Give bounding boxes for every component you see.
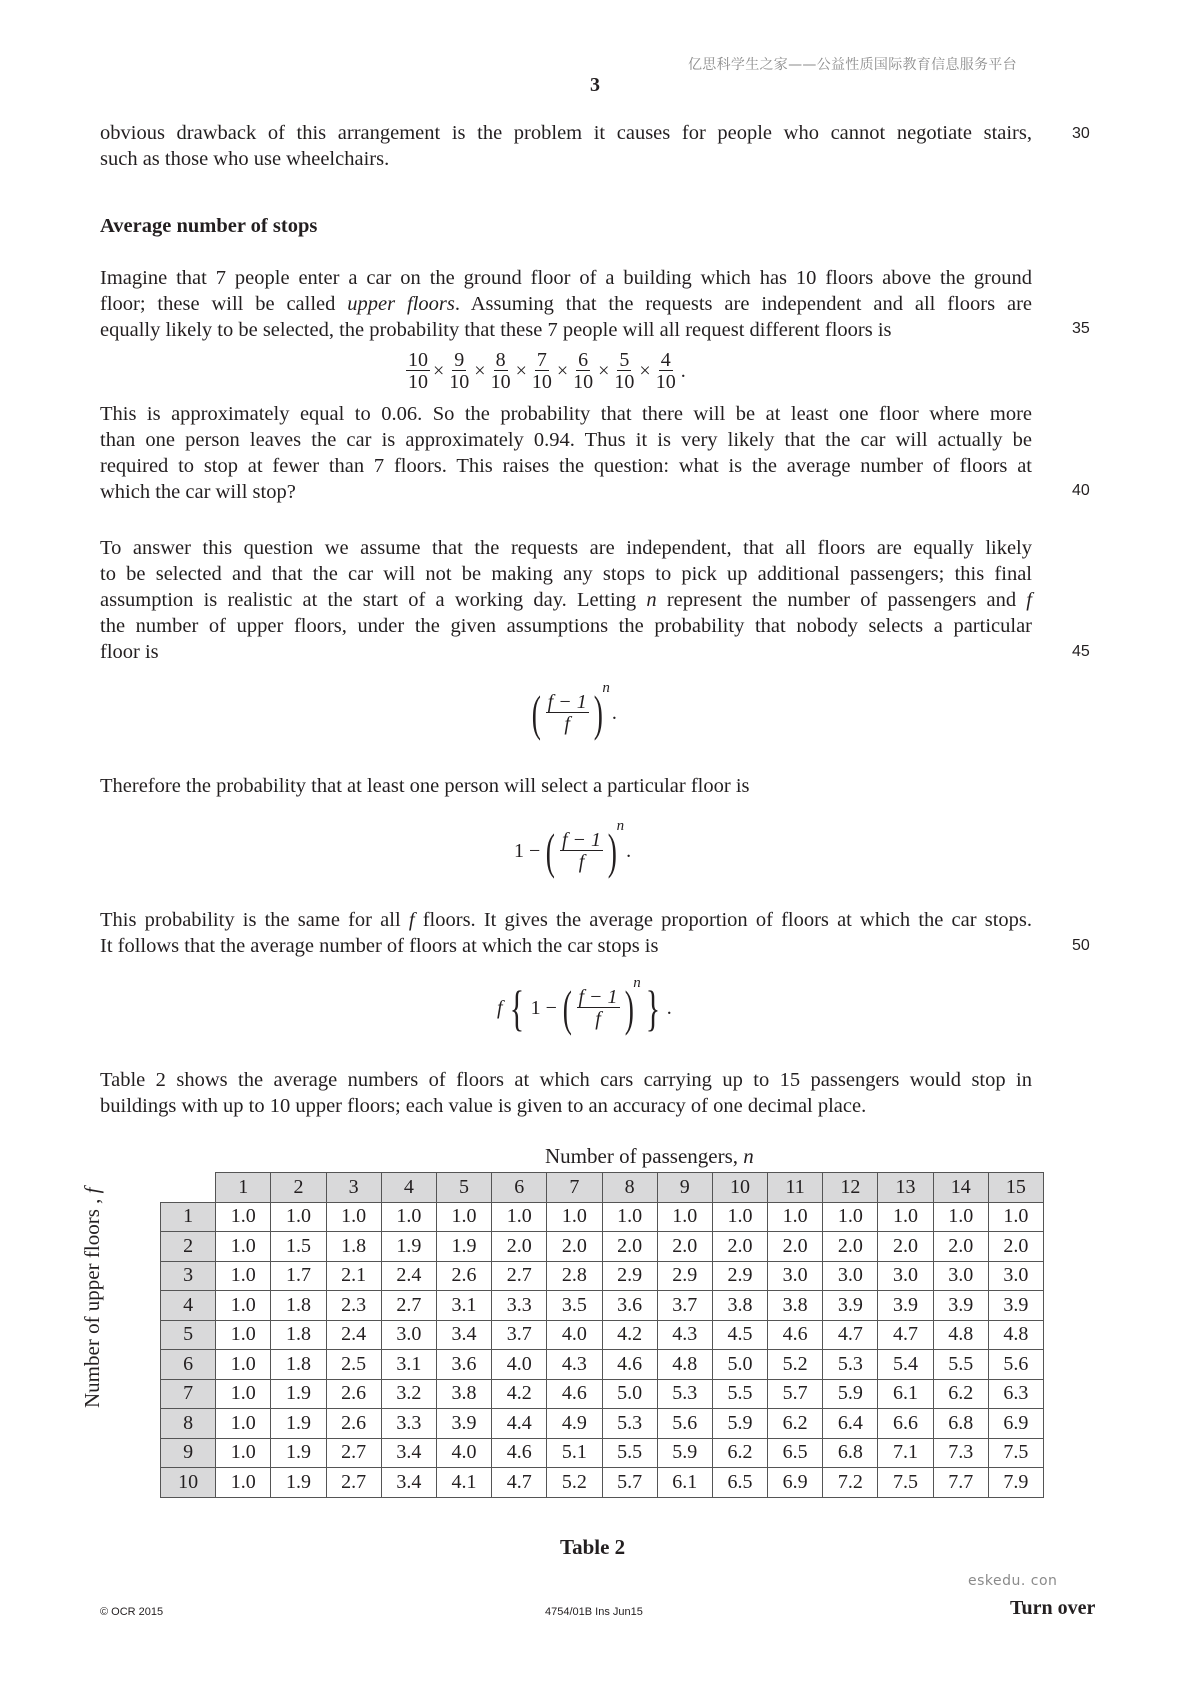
table-cell: 5.3 [602, 1409, 657, 1439]
table-cell: 4.8 [657, 1350, 712, 1380]
table-cell: 5.7 [768, 1379, 823, 1409]
table-cell: 6.2 [933, 1379, 988, 1409]
table-row [161, 1409, 1044, 1439]
table-cell: 1.0 [216, 1261, 271, 1291]
formula-average-stops: f { 1 − ( $\frac{f - 1}{f}$ )$^n$} . [497, 975, 672, 1037]
table-cell: 1.8 [271, 1291, 326, 1321]
table-cell: 1.9 [436, 1232, 491, 1262]
table-cell: 4.6 [547, 1379, 602, 1409]
table-cell: 3.0 [823, 1261, 878, 1291]
table-cell: 3.9 [823, 1291, 878, 1321]
copyright-text: © OCR 2015 [100, 1606, 164, 1618]
column-header: 7 [547, 1173, 602, 1203]
text-line: such as those who use wheelchairs. [100, 148, 390, 170]
table-cell: 6.5 [712, 1468, 767, 1498]
table-row [161, 1261, 1044, 1291]
table-row [161, 1438, 1044, 1468]
table-cell: 4.8 [933, 1320, 988, 1350]
table-cell: 4.6 [602, 1350, 657, 1380]
table-cell: 1.0 [768, 1202, 823, 1232]
table-cell: 2.0 [492, 1232, 547, 1262]
table-cell: 5.3 [823, 1350, 878, 1380]
table-cell: 5.1 [547, 1438, 602, 1468]
paragraph-drawback [100, 120, 1032, 172]
table-cell: 1.0 [271, 1202, 326, 1232]
table-cell: 6.5 [768, 1438, 823, 1468]
table-cell: 1.0 [216, 1438, 271, 1468]
table-cell: 1.9 [381, 1232, 436, 1262]
table-cell: 1.0 [712, 1202, 767, 1232]
column-header: 2 [271, 1173, 326, 1203]
paragraph-therefore [100, 773, 1032, 799]
column-header: 5 [436, 1173, 491, 1203]
text-line: equally likely to be selected, the probability that these 7 people will all request different floors is [100, 319, 892, 341]
table-cell: 5.5 [933, 1350, 988, 1380]
table-cell: 3.1 [436, 1291, 491, 1321]
table-caption: Table 2 [560, 1535, 626, 1559]
table-cell: 2.0 [712, 1232, 767, 1262]
line-number: 35 [1072, 320, 1090, 337]
formula-nobody-selects: ( $\frac{f - 1}{f}$ )$^n$. [531, 680, 617, 742]
table-cell: 1.9 [271, 1468, 326, 1498]
table-cell: 1.0 [492, 1202, 547, 1232]
table-cell: 1.9 [271, 1379, 326, 1409]
table-cell: 3.8 [768, 1291, 823, 1321]
table-cell: 6.8 [823, 1438, 878, 1468]
table-cell: 4.1 [436, 1468, 491, 1498]
row-header: 4 [161, 1291, 216, 1321]
text-line: buildings with up to 10 upper floors; each value is given to an accuracy of one decimal place. [100, 1095, 867, 1117]
column-header: 8 [602, 1173, 657, 1203]
table-cell: 3.0 [768, 1261, 823, 1291]
table-cell: 2.0 [547, 1232, 602, 1262]
table-cell: 1.0 [216, 1202, 271, 1232]
table-cell: 1.0 [326, 1202, 381, 1232]
column-header: 3 [326, 1173, 381, 1203]
table-cell: 2.6 [436, 1261, 491, 1291]
table-cell: 2.3 [326, 1291, 381, 1321]
table-cell: 1.0 [878, 1202, 933, 1232]
table-cell: 1.0 [381, 1202, 436, 1232]
table-cell: 6.8 [933, 1409, 988, 1439]
table-cell: 2.7 [326, 1438, 381, 1468]
table-cell: 2.9 [657, 1261, 712, 1291]
table-header-row [161, 1173, 1044, 1203]
italic-term: upper floors [347, 293, 455, 315]
table-cell: 2.4 [381, 1261, 436, 1291]
table-cell: 2.7 [381, 1291, 436, 1321]
text-line: which the car will stop? [100, 481, 296, 503]
table-cell: 2.4 [326, 1320, 381, 1350]
text-line: than one person leaves the car is approximately 0.94. Thus it is very likely that the car will actually be [100, 429, 1032, 451]
table-cell: 1.0 [823, 1202, 878, 1232]
table-cell: 3.7 [657, 1291, 712, 1321]
text-line: Imagine that 7 people enter a car on the ground floor of a building which has 10 floors above the ground [100, 267, 1032, 289]
document-code: 4754/01B Ins Jun15 [545, 1606, 643, 1618]
table-cell: 3.2 [381, 1379, 436, 1409]
column-header: 1 [216, 1173, 271, 1203]
paragraph-assumptions [100, 535, 1032, 665]
table-cell: 3.0 [933, 1261, 988, 1291]
table-cell: 2.0 [602, 1232, 657, 1262]
section-heading: Average number of stops [100, 215, 318, 237]
table-cell: 4.9 [547, 1409, 602, 1439]
row-header: 8 [161, 1409, 216, 1439]
table-row [161, 1320, 1044, 1350]
table-cell: 3.8 [436, 1379, 491, 1409]
table-cell: 3.0 [381, 1320, 436, 1350]
table-cell: 7.5 [878, 1468, 933, 1498]
site-watermark: eskedu. con [968, 1573, 1058, 1589]
table-cell: 1.0 [988, 1202, 1043, 1232]
fraction: $\frac{5}{10}$ [614, 349, 635, 393]
product-formula: $\frac{10}{10}$ × $\frac{9}{10}$ × $\frac{8}{10}$ × $\frac{7}{10}$ × $\frac{6}{10}$ × $\frac{5}{10}$ × $\frac{4}{10}$ . [408, 349, 686, 393]
table-cell: 2.9 [602, 1261, 657, 1291]
fraction: $\frac{7}{10}$ [531, 349, 552, 393]
table-cell: 1.0 [216, 1468, 271, 1498]
table-cell: 3.3 [492, 1291, 547, 1321]
table-cell: 4.7 [823, 1320, 878, 1350]
line-number: 30 [1072, 125, 1090, 142]
table-cell: 3.8 [712, 1291, 767, 1321]
table-cell: 3.7 [492, 1320, 547, 1350]
table-row [161, 1379, 1044, 1409]
table-cell: 1.0 [216, 1320, 271, 1350]
fraction: $\frac{8}{10}$ [490, 349, 511, 393]
row-header: 7 [161, 1379, 216, 1409]
table-cell: 3.0 [988, 1261, 1043, 1291]
table-cell: 2.0 [933, 1232, 988, 1262]
table-cell: 1.8 [326, 1232, 381, 1262]
table-cell: 5.2 [547, 1468, 602, 1498]
table-cell: 5.5 [712, 1379, 767, 1409]
column-header: 13 [878, 1173, 933, 1203]
average-stops-table [160, 1172, 1044, 1498]
table-cell: 1.5 [271, 1232, 326, 1262]
table-cell: 3.0 [878, 1261, 933, 1291]
column-header: 14 [933, 1173, 988, 1203]
table-cell: 6.6 [878, 1409, 933, 1439]
column-header: 6 [492, 1173, 547, 1203]
table-cell: 3.4 [381, 1468, 436, 1498]
table-cell: 5.9 [657, 1438, 712, 1468]
column-axis-label: Number of passengers, n [545, 1144, 754, 1168]
table-cell: 5.3 [657, 1379, 712, 1409]
table-cell: 4.6 [768, 1320, 823, 1350]
text-line: This is approximately equal to 0.06. So the probability that there will be at least one floor where more [100, 403, 1032, 425]
table-cell: 6.2 [768, 1409, 823, 1439]
table-cell: 1.0 [216, 1379, 271, 1409]
table-cell: 3.4 [436, 1320, 491, 1350]
table-cell: 5.2 [768, 1350, 823, 1380]
table-cell: 4.2 [602, 1320, 657, 1350]
table-corner [161, 1173, 216, 1203]
table-cell: 1.9 [271, 1438, 326, 1468]
table-cell: 1.0 [547, 1202, 602, 1232]
text-line: the number of upper floors, under the given assumptions the probability that nobody selects a particular [100, 615, 1032, 637]
row-axis-label: Number of upper floors , f [80, 1187, 104, 1408]
row-header: 2 [161, 1232, 216, 1262]
table-cell: 7.7 [933, 1468, 988, 1498]
column-header: 4 [381, 1173, 436, 1203]
table-cell: 5.5 [602, 1438, 657, 1468]
table-cell: 1.0 [657, 1202, 712, 1232]
table-cell: 3.9 [878, 1291, 933, 1321]
turn-over-text: Turn over [1010, 1597, 1096, 1619]
table-cell: 2.0 [768, 1232, 823, 1262]
row-header: 3 [161, 1261, 216, 1291]
table-cell: 2.0 [657, 1232, 712, 1262]
table-cell: 4.7 [878, 1320, 933, 1350]
row-header: 6 [161, 1350, 216, 1380]
table-cell: 2.5 [326, 1350, 381, 1380]
table-cell: 2.0 [823, 1232, 878, 1262]
table-cell: 2.0 [878, 1232, 933, 1262]
table-cell: 4.3 [657, 1320, 712, 1350]
table-cell: 4.7 [492, 1468, 547, 1498]
table-cell: 4.5 [712, 1320, 767, 1350]
line-number: 45 [1072, 643, 1090, 660]
row-header: 1 [161, 1202, 216, 1232]
table-cell: 3.3 [381, 1409, 436, 1439]
table-cell: 1.0 [216, 1232, 271, 1262]
line-number: 50 [1072, 937, 1090, 954]
table-cell: 5.7 [602, 1468, 657, 1498]
table-cell: 4.4 [492, 1409, 547, 1439]
table-cell: 1.8 [271, 1350, 326, 1380]
table-cell: 4.0 [436, 1438, 491, 1468]
watermark-text: 亿思科学生之家——公益性质国际教育信息服务平台 [688, 57, 1017, 73]
table-cell: 1.0 [602, 1202, 657, 1232]
text-line: Table 2 shows the average numbers of floors at which cars carrying up to 15 passengers would stop in [100, 1069, 1032, 1091]
table-cell: 2.0 [988, 1232, 1043, 1262]
table-cell: 7.2 [823, 1468, 878, 1498]
table-cell: 1.0 [436, 1202, 491, 1232]
table-cell: 3.9 [436, 1409, 491, 1439]
table-row [161, 1468, 1044, 1498]
paragraph-table-intro [100, 1067, 1032, 1119]
paragraph-same-for-all [100, 907, 1032, 959]
table-row [161, 1291, 1044, 1321]
paragraph-imagine [100, 265, 1032, 343]
fraction: $\frac{9}{10}$ [449, 349, 470, 393]
table-cell: 2.1 [326, 1261, 381, 1291]
text-line: To answer this question we assume that the requests are independent, that all floors are equally likely [100, 537, 1032, 559]
table-cell: 6.9 [988, 1409, 1043, 1439]
table-cell: 7.9 [988, 1468, 1043, 1498]
column-header: 15 [988, 1173, 1043, 1203]
table-cell: 1.7 [271, 1261, 326, 1291]
table-row [161, 1202, 1044, 1232]
text-line: required to stop at fewer than 7 floors. This raises the question: what is the average number of floors at [100, 455, 1032, 477]
row-header: 5 [161, 1320, 216, 1350]
text-line: to be selected and that the car will not be making any stops to pick up additional passengers; this final [100, 563, 1032, 585]
table-cell: 3.6 [436, 1350, 491, 1380]
table-cell: 7.3 [933, 1438, 988, 1468]
table-cell: 2.8 [547, 1261, 602, 1291]
table-cell: 3.5 [547, 1291, 602, 1321]
table-cell: 4.3 [547, 1350, 602, 1380]
paragraph-approx [100, 401, 1032, 505]
table-cell: 7.5 [988, 1438, 1043, 1468]
table-cell: 3.4 [381, 1438, 436, 1468]
table-row [161, 1232, 1044, 1262]
text-line: floor is [100, 641, 159, 663]
table-cell: 3.9 [988, 1291, 1043, 1321]
table-cell: 6.2 [712, 1438, 767, 1468]
table-cell: 6.4 [823, 1409, 878, 1439]
table-cell: 2.6 [326, 1409, 381, 1439]
table-cell: 3.1 [381, 1350, 436, 1380]
table-cell: 4.0 [547, 1320, 602, 1350]
text-line: It follows that the average number of floors at which the car stops is [100, 935, 659, 957]
table-cell: 1.0 [933, 1202, 988, 1232]
table-cell: 6.1 [878, 1379, 933, 1409]
table-cell: 6.9 [768, 1468, 823, 1498]
table-cell: 5.9 [712, 1409, 767, 1439]
page-number: 3 [590, 74, 600, 96]
line-number: 40 [1072, 482, 1090, 499]
table-cell: 1.0 [216, 1409, 271, 1439]
text-line: This probability is the same for all f floors. It gives the average proportion of floors at which the car stops. [100, 909, 1033, 931]
fraction: $\frac{10}{10}$ [408, 349, 428, 393]
table-cell: 5.0 [712, 1350, 767, 1380]
table-cell: 3.6 [602, 1291, 657, 1321]
text-line: obvious drawback of this arrangement is the problem it causes for people who cannot negotiate stairs, [100, 122, 1032, 144]
table-cell: 5.6 [988, 1350, 1043, 1380]
table-cell: 5.6 [657, 1409, 712, 1439]
text-line: floor; these will be called upper floors. Assuming that the requests are independent and all floors are [100, 293, 1032, 315]
table-cell: 6.3 [988, 1379, 1043, 1409]
table-cell: 1.8 [271, 1320, 326, 1350]
text-line: Therefore the probability that at least one person will select a particular floor is [100, 775, 750, 797]
table-row [161, 1350, 1044, 1380]
table-cell: 5.4 [878, 1350, 933, 1380]
column-header: 12 [823, 1173, 878, 1203]
table-cell: 2.7 [492, 1261, 547, 1291]
fraction: $\frac{4}{10}$ [655, 349, 676, 393]
row-header: 9 [161, 1438, 216, 1468]
table-cell: 2.6 [326, 1379, 381, 1409]
table-cell: 3.9 [933, 1291, 988, 1321]
table-cell: 7.1 [878, 1438, 933, 1468]
table-cell: 2.9 [712, 1261, 767, 1291]
fraction: $\frac{6}{10}$ [573, 349, 594, 393]
table-cell: 4.0 [492, 1350, 547, 1380]
table-cell: 5.0 [602, 1379, 657, 1409]
formula-at-least-one: 1 − ( $\frac{f - 1}{f}$ )$^n$. [514, 818, 632, 880]
table-cell: 1.0 [216, 1350, 271, 1380]
row-header: 10 [161, 1468, 216, 1498]
table-cell: 4.8 [988, 1320, 1043, 1350]
text-line: assumption is realistic at the start of a working day. Letting n represent the number of passengers and f [100, 589, 1032, 611]
table-cell: 6.1 [657, 1468, 712, 1498]
table-cell: 1.0 [216, 1291, 271, 1321]
column-header: 9 [657, 1173, 712, 1203]
table-cell: 4.2 [492, 1379, 547, 1409]
table-cell: 5.9 [823, 1379, 878, 1409]
table-cell: 1.9 [271, 1409, 326, 1439]
column-header: 10 [712, 1173, 767, 1203]
table-cell: 2.7 [326, 1468, 381, 1498]
column-header: 11 [768, 1173, 823, 1203]
table-cell: 4.6 [492, 1438, 547, 1468]
